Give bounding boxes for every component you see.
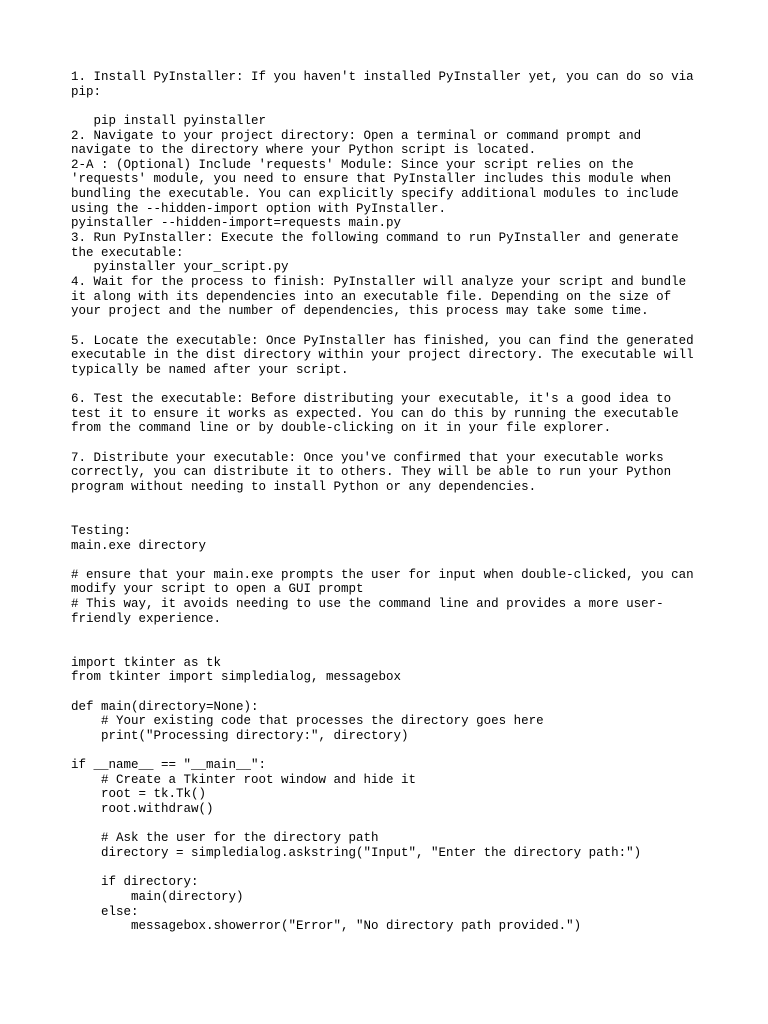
text-line <box>71 99 711 114</box>
text-line <box>71 817 711 832</box>
text-line: using the --hidden-import option with PyInstaller. <box>71 201 447 216</box>
text-line: 2-A : (Optional) Include 'requests' Module: Since your script relies on the <box>71 157 634 172</box>
text-line: else: <box>71 904 139 919</box>
document-page <box>71 70 711 934</box>
text-line: print("Processing directory:", directory) <box>71 728 409 743</box>
text-line: modify your script to open a GUI prompt <box>71 582 364 597</box>
text-line: pip: <box>71 84 102 99</box>
text-line <box>71 743 711 758</box>
text-line: 'requests' module, you need to ensure that PyInstaller includes this module when <box>71 172 672 187</box>
text-line: typically be named after your script. <box>71 362 349 377</box>
text-line: # Your existing code that processes the directory goes here <box>71 714 544 729</box>
text-line: from the command line or by double-clicking on it in your file explorer. <box>71 421 612 436</box>
text-line: executable in the dist directory within your project directory. The executable will <box>71 348 694 363</box>
text-line: navigate to the directory where your Python script is located. <box>71 143 537 158</box>
text-line: # ensure that your main.exe prompts the user for input when double-clicked, you can <box>71 567 694 582</box>
text-line: main(directory) <box>71 889 244 904</box>
text-line: 5. Locate the executable: Once PyInstaller has finished, you can find the generated <box>71 333 694 348</box>
text-line: from tkinter import simpledialog, messagebox <box>71 670 402 685</box>
text-line <box>71 861 711 876</box>
text-line: # Ask the user for the directory path <box>71 831 379 846</box>
text-line: pip install pyinstaller <box>71 113 267 128</box>
text-line: 7. Distribute your executable: Once you've confirmed that your executable works <box>71 450 664 465</box>
text-line <box>71 553 711 568</box>
text-line <box>71 641 711 656</box>
text-line <box>71 319 711 334</box>
text-line: directory = simpledialog.askstring("Input", "Enter the directory path:") <box>71 845 642 860</box>
text-line: pyinstaller --hidden-import=requests main.py <box>71 216 402 231</box>
text-line: 4. Wait for the process to finish: PyInstaller will analyze your script and bundle <box>71 274 687 289</box>
text-line <box>71 685 711 700</box>
text-line: your project and the number of dependencies, this process may take some time. <box>71 304 649 319</box>
text-line: 2. Navigate to your project directory: Open a terminal or command prompt and <box>71 128 642 143</box>
text-line: if __name__ == "__main__": <box>71 758 267 773</box>
text-line <box>71 495 711 510</box>
text-line: correctly, you can distribute it to others. They will be able to run your Python <box>71 465 672 480</box>
text-line: # This way, it avoids needing to use the command line and provides a more user- <box>71 597 664 612</box>
text-line: the executable: <box>71 245 184 260</box>
text-line <box>71 436 711 451</box>
text-line: Testing: <box>71 523 132 538</box>
text-line: it along with its dependencies into an executable file. Depending on the size of <box>71 289 672 304</box>
text-line <box>71 626 711 641</box>
text-line: root = tk.Tk() <box>71 787 207 802</box>
text-line <box>71 509 711 524</box>
text-line: messagebox.showerror("Error", "No directory path provided.") <box>71 919 582 934</box>
text-line: friendly experience. <box>71 611 222 626</box>
text-line: root.withdraw() <box>71 802 214 817</box>
text-line: bundling the executable. You can explicitly specify additional modules to include <box>71 187 679 202</box>
text-line <box>71 377 711 392</box>
text-line: 3. Run PyInstaller: Execute the following command to run PyInstaller and generate <box>71 231 679 246</box>
text-line: program without needing to install Python or any dependencies. <box>71 479 537 494</box>
text-line: import tkinter as tk <box>71 655 222 670</box>
text-line: # Create a Tkinter root window and hide it <box>71 772 417 787</box>
text-line: main.exe directory <box>71 538 207 553</box>
text-line: pyinstaller your_script.py <box>71 260 289 275</box>
text-line: def main(directory=None): <box>71 699 259 714</box>
text-line: if directory: <box>71 875 199 890</box>
text-line: test it to ensure it works as expected. You can do this by running the executable <box>71 406 679 421</box>
text-line: 6. Test the executable: Before distributing your executable, it's a good idea to <box>71 392 672 407</box>
text-line: 1. Install PyInstaller: If you haven't installed PyInstaller yet, you can do so via <box>71 70 694 84</box>
